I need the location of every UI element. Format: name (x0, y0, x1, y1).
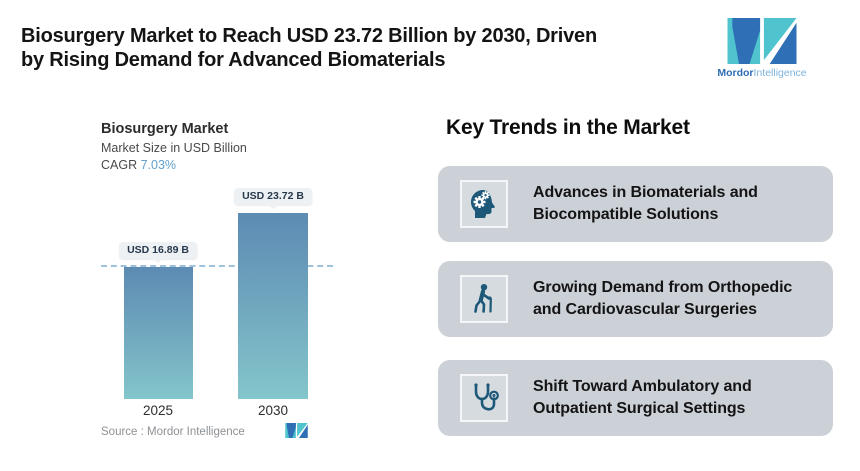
trend-text (533, 182, 758, 226)
page-title-line1: Biosurgery Market to Reach USD 23.72 Billion by 2030, Driven (21, 25, 597, 47)
trend-text-line1: Advances in Biomaterials and (533, 184, 758, 201)
trend-text-line2: Biocompatible Solutions (533, 206, 719, 223)
trend-text (533, 376, 752, 420)
icon-tile (460, 275, 508, 323)
chart-cagr (101, 158, 176, 172)
mini-logo-icon (285, 423, 308, 438)
chart-subtitle: Market Size in USD Billion (101, 141, 247, 155)
x-axis-label-2025: 2025 (142, 403, 174, 418)
chart-title: Biosurgery Market (101, 121, 229, 137)
source-text: Source : Mordor Intelligence (101, 426, 245, 438)
brand-name-bold: Mordor (717, 67, 754, 79)
stethoscope-icon (467, 381, 501, 415)
trend-card-biomaterials (438, 166, 833, 242)
trend-card-surgeries (438, 261, 833, 337)
trend-text-line2: and Cardiovascular Surgeries (533, 301, 757, 318)
brand-name (700, 67, 824, 79)
bar-value-pill-2030: USD 23.72 B (234, 188, 312, 205)
trends-heading: Key Trends in the Market (446, 116, 690, 139)
trend-text-line1: Growing Demand from Orthopedic (533, 279, 793, 296)
page-title (21, 24, 597, 72)
trend-card-ambulatory (438, 360, 833, 436)
mordor-logo-icon (724, 18, 800, 64)
brand-logo (700, 18, 824, 79)
bar-value-pill-2025: USD 16.89 B (119, 242, 197, 259)
trend-text-line2: Outpatient Surgical Settings (533, 400, 746, 417)
page-title-line2: by Rising Demand for Advanced Biomaterials (21, 49, 446, 71)
icon-tile (460, 180, 508, 228)
bar-2025 (124, 267, 193, 399)
bar-2030 (238, 213, 308, 399)
cagr-label: CAGR (101, 158, 141, 172)
trend-text-line1: Shift Toward Ambulatory and (533, 378, 752, 395)
brand-name-light: Intelligence (753, 67, 807, 79)
x-axis-label-2030: 2030 (257, 403, 289, 418)
cagr-value: 7.03% (140, 158, 177, 172)
person-cane-icon (467, 282, 501, 316)
trend-text (533, 277, 792, 321)
head-gears-icon (467, 187, 501, 221)
icon-tile (460, 374, 508, 422)
